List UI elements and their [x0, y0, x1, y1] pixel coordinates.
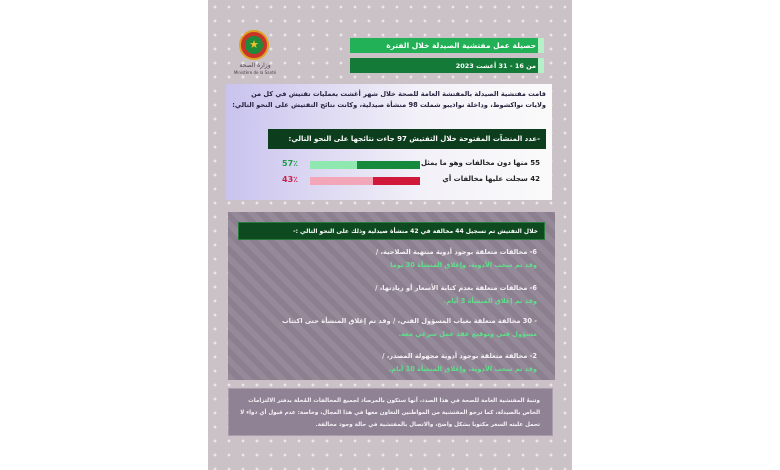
progress-bar — [310, 177, 420, 185]
violations-heading: خلال التفتيش تم تسجيل 44 مخالفة في 42 منشأة صيدلية وذلك على النحو التالي :- — [238, 222, 545, 240]
result-percent: 43٪ — [282, 175, 299, 184]
results-panel — [226, 84, 552, 200]
violation-text: - 30 مخالفة متعلقة بغياب المسؤول الفني، / وقد تم إغلاق المنشأة حتى اكتتاب — [282, 317, 537, 325]
action-text: وقد تم سحب الأدوية، وإغلاق المنشأة 30 يوما — [390, 261, 537, 269]
result-label: 42 سجلت عليها مخالفات أي — [442, 175, 540, 183]
result-label: 55 منها دون مخالفات وهو ما يمثل — [420, 159, 540, 167]
results-heading: -عدد المنشآت المفتوحة خلال التفتيش 97 جاءت نتائجها على النحو التالي: — [268, 129, 546, 149]
progress-fill — [373, 177, 420, 185]
violation-text: 6- مخالفات متعلقة بعدم كتابة الأسعار أو زيادتها، / — [375, 284, 537, 292]
action-text: وقد تم سحب الأدوية، وإغلاق المنشأة 10 أيام. — [388, 365, 537, 373]
violation-item — [237, 350, 537, 376]
intro-text: قامت مفتشية الصيدلة بالمفتشة العامة للصحة خلال شهر أغشت بعمليات تفتيش في كل من ولايات نواكشوط، وداخلة نواذيبو شملت 98 منشأة صيدلية، وكانت نتائج التفتيش على النحو التالي: — [232, 90, 546, 109]
progress-bar — [310, 161, 420, 169]
result-row-no-violations — [226, 159, 552, 171]
action-text: مسؤول فني وتوقيع عقد عمل شرعي معه. — [398, 330, 537, 338]
violations-panel — [228, 212, 555, 380]
action-text: وقد تم إغلاق المنشأة 3 أيام. — [443, 297, 537, 305]
ministry-seal-icon: ★ — [239, 30, 269, 60]
date-range: من 16 - 31 أغشت 2023 — [350, 58, 544, 73]
violation-item — [237, 315, 537, 341]
result-percent: 57٪ — [282, 159, 299, 168]
ministry-name-fr: Ministère de la Santé — [233, 70, 277, 75]
poster-title: حصيلة عمل مفتشية الصيدلة خلال الفترة — [350, 38, 544, 53]
violation-item — [237, 246, 537, 272]
violation-text: 6- مخالفات متعلقة بوجود أدوية منتهية الصلاحية، / — [375, 248, 537, 256]
infographic-poster — [208, 0, 572, 470]
ministry-name-ar: وزارة الصحة — [239, 62, 271, 69]
violation-text: 2- مخالفة متعلقة بوجود أدوية مجهولة المصدر، / — [382, 352, 537, 360]
violation-item — [237, 282, 537, 308]
result-row-violations — [226, 175, 552, 187]
progress-fill — [357, 161, 420, 169]
footer-notice: وتنبهُ المفتشية العامة للصحة في هذا الصدد، أنها ستكون بالمرصاد لجميع المخالفات المُخلة بدفتر الالتزامات الخاص بالصيدلة، كما ترجو المفتشية من المواطنين التعاون معها في هذا المجال، وخاصة: عدم قبول أي دواء لا تحمل علبته السعر مكتوبا بشكل واضح، والاتصال بالمفتشية في حالة وجود مخالفة. — [228, 388, 553, 436]
